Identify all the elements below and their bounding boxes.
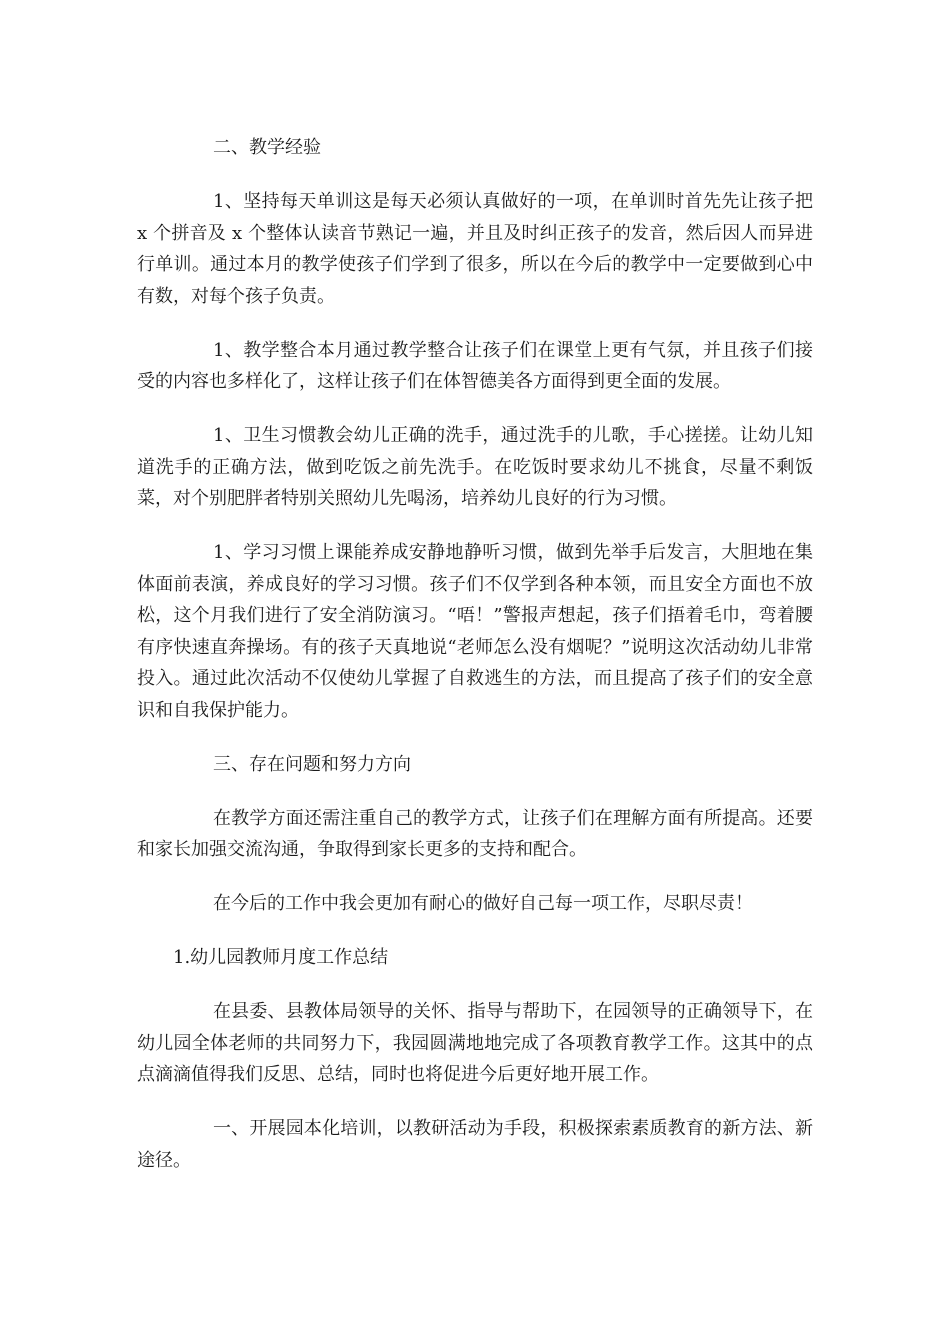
- paragraph-teaching-integration: 1、教学整合本月通过教学整合让孩子们在课堂上更有气氛，并且孩子们接受的内容也多样化了，这样让孩子们在体智德美各方面得到更全面的发展。: [137, 339, 813, 392]
- paragraph-teaching-methods: 在教学方面还需注重自己的教学方式，让孩子们在理解方面有所提高。还要和家长加强交流沟通，争取得到家长更多的支持和配合。: [137, 807, 813, 860]
- paragraph-study-habits: 1、学习习惯上课能养成安静地静听习惯，做到先举手后发言，大胆地在集体面前表演，养成良好的学习习惯。孩子们不仅学到各种本领，而且安全方面也不放松，这个月我们进行了安全消防演习。“唔！”警报声想起，孩子们捂着毛巾，弯着腰有序快速直奔操场。有的孩子天真地说“老师怎么没有烟呢？”说明这次活动幼儿非常投入。通过此次活动不仅使幼儿掌握了自救逃生的方法，而且提高了孩子们的安全意识和自我保护能力。: [137, 542, 813, 721]
- paragraph-future-work: 在今后的工作中我会更加有耐心的做好自己每一项工作，尽职尽责！: [213, 893, 753, 914]
- section-heading-teaching-experience: 二、教学经验: [213, 137, 321, 158]
- paragraph-daily-training: 1、坚持每天单训这是每天必须认真做好的一项，在单训时首先先让孩子把 x 个拼音及 x 个整体认读音节熟记一遍，并且及时纠正孩子的发音，然后因人而异进行单训。通过本月的教学使孩子们学到了很多，所以在今后的教学中一定要做到心中有数，对每个孩子负责。: [137, 191, 813, 307]
- document-page: [137, 132, 813, 1176]
- paragraph-leadership-guidance: 在县委、县教体局领导的关怀、指导与帮助下，在园领导的正确领导下，在幼儿园全体老师的共同努力下，我园圆满地地完成了各项教育教学工作。这其中的点点滴滴值得我们反思、总结，同时也将促进今后更好地开展工作。: [137, 1001, 813, 1085]
- paragraph-hygiene-habits: 1、卫生习惯教会幼儿正确的洗手，通过洗手的儿歌，手心搓搓。让幼儿知道洗手的正确方法，做到吃饭之前先洗手。在吃饭时要求幼儿不挑食，尽量不剩饭菜，对个别肥胖者特别关照幼儿先喝汤，培养幼儿良好的行为习惯。: [137, 425, 813, 509]
- section-heading-problems-direction: 三、存在问题和努力方向: [213, 753, 411, 775]
- paragraph-school-based-training: 一、开展园本化培训，以教研活动为手段，积极探索素质教育的新方法、新途径。: [137, 1118, 813, 1171]
- numbered-title-monthly-summary: 1.幼儿园教师月度工作总结: [173, 947, 389, 968]
